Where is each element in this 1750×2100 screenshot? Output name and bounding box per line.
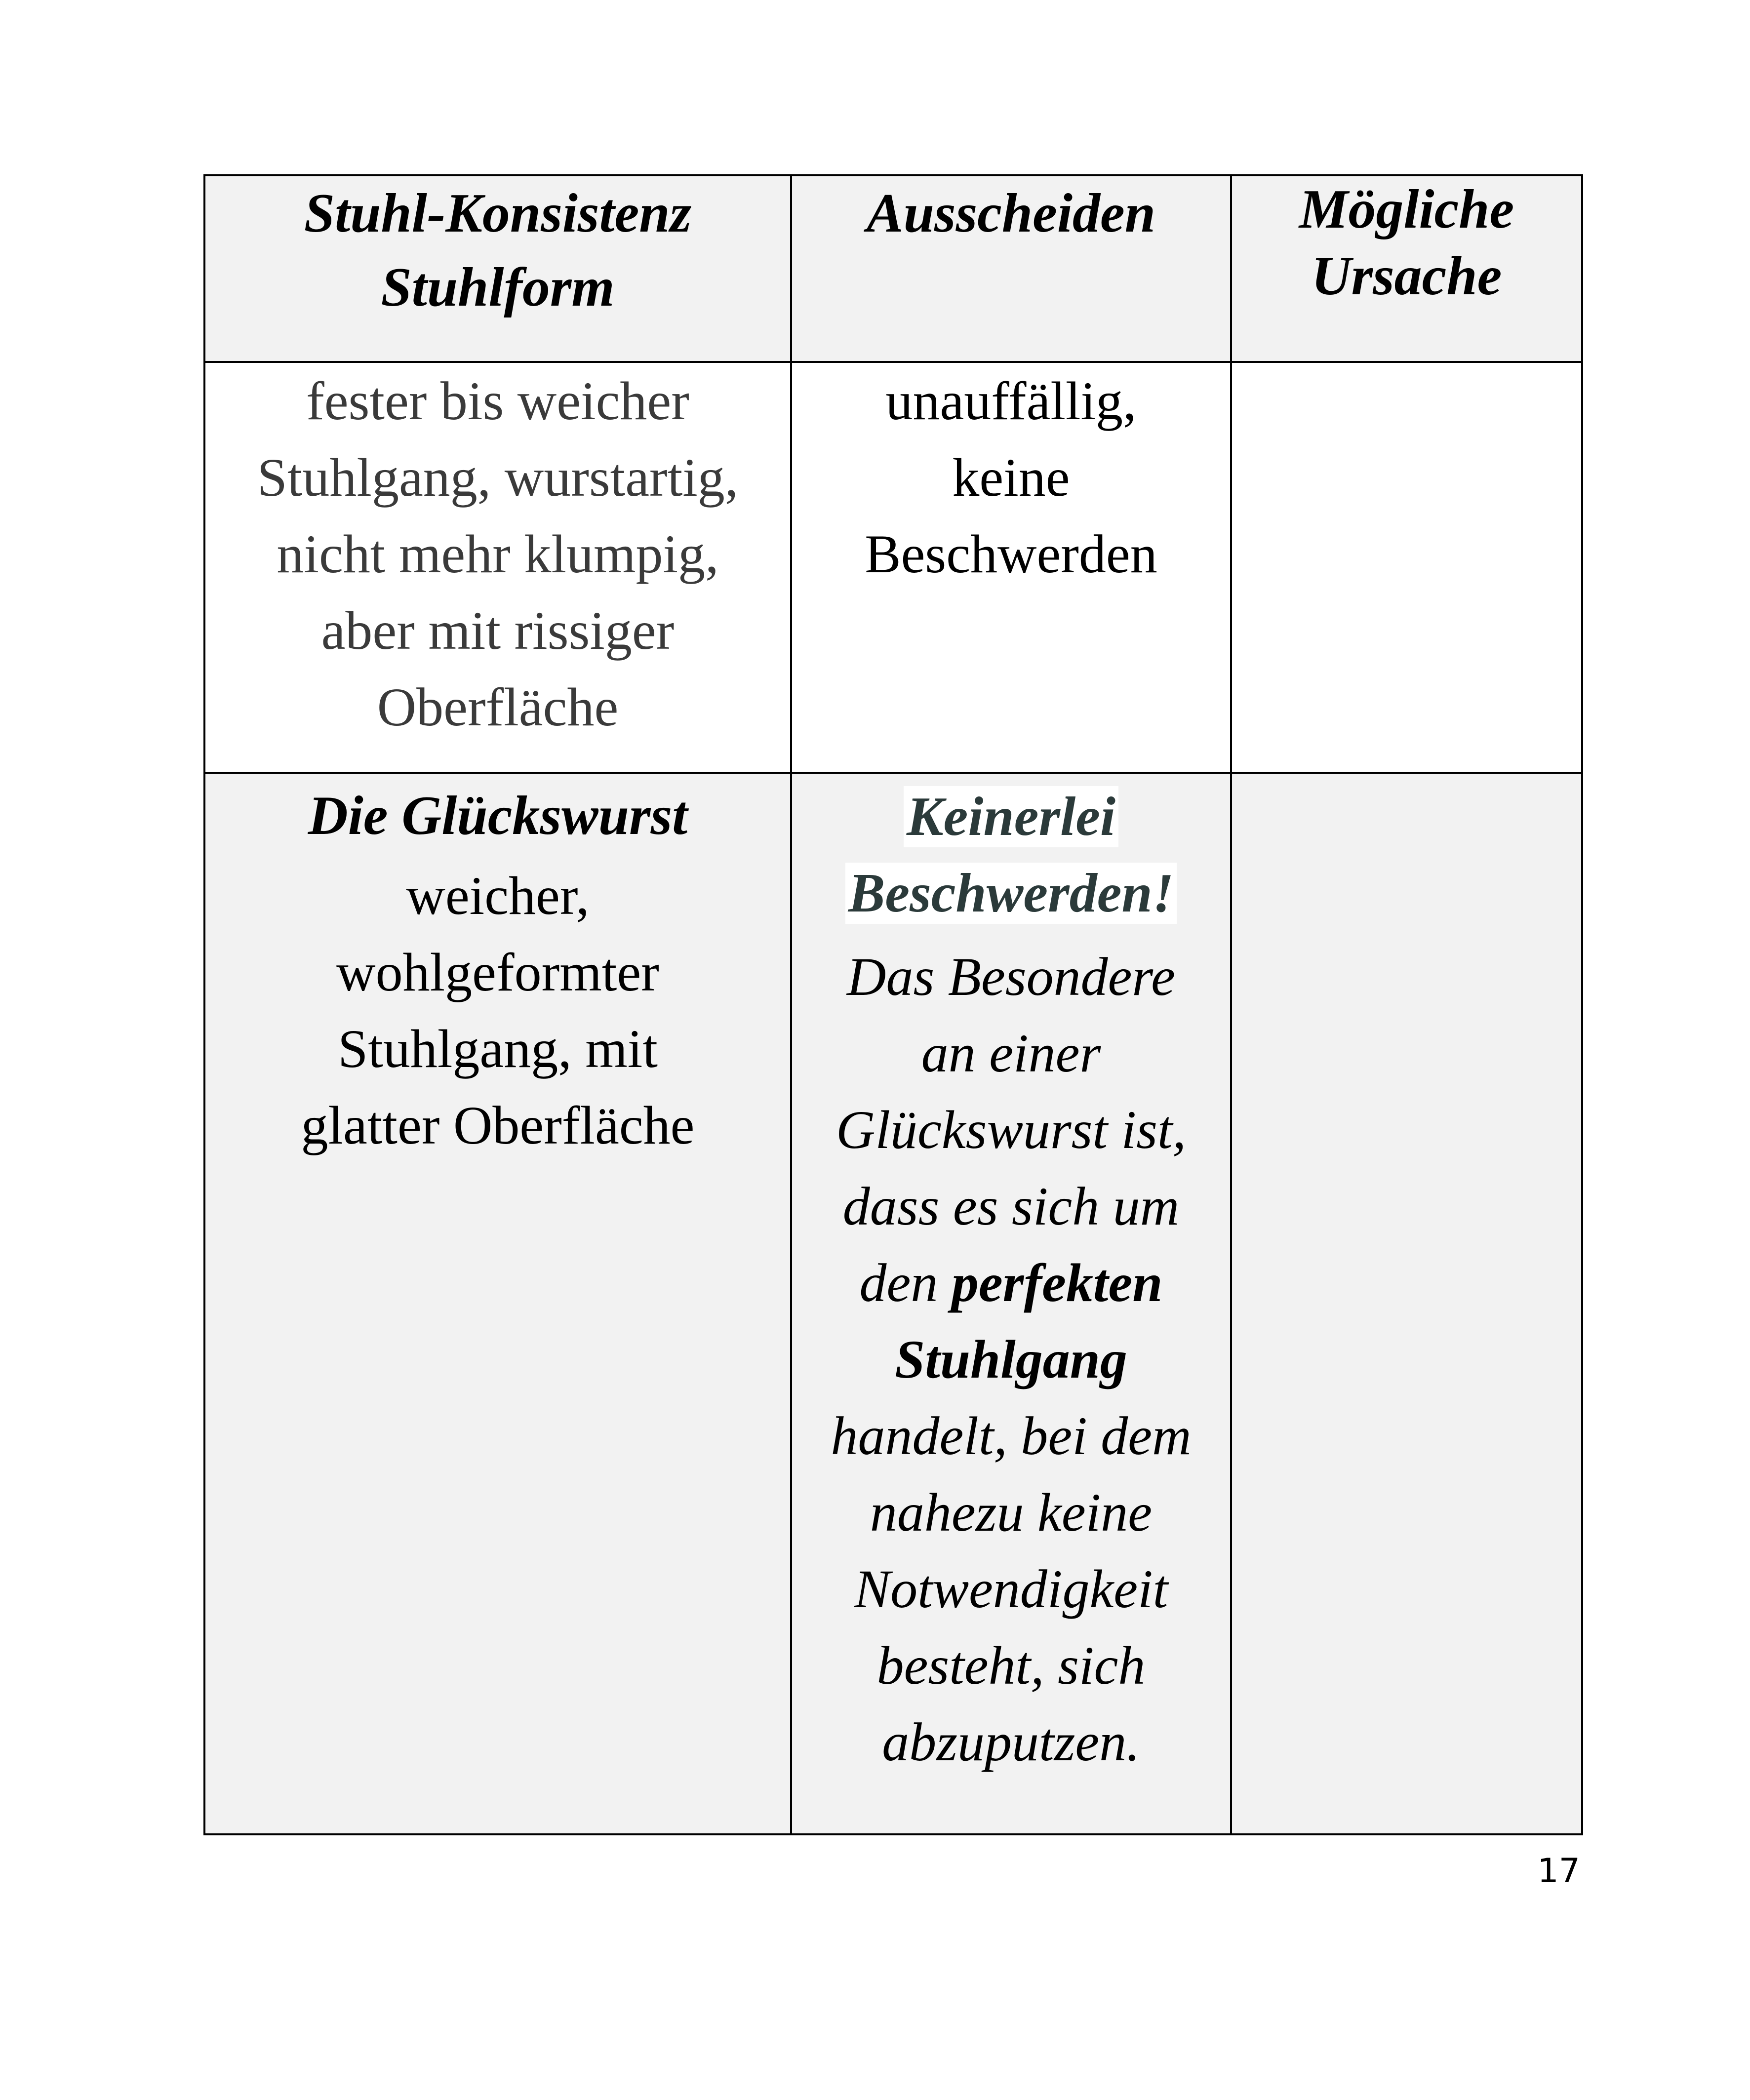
cell-line: keine [952, 447, 1070, 508]
cell-line: weicher, [406, 866, 590, 926]
cell-line: nicht mehr klumpig, [277, 524, 719, 584]
cell-line: wohlgeformter [336, 942, 659, 1002]
para-line: an einer [921, 1023, 1101, 1083]
header-line: Stuhlform [381, 257, 615, 318]
cell-line: Beschwerden [865, 524, 1157, 584]
highlight-line-wrap [792, 855, 1230, 932]
para-line: nahezu keine [870, 1482, 1153, 1543]
para-line: Glückswurst ist, [836, 1100, 1186, 1160]
highlighted-statement [792, 774, 1230, 932]
header-line: Stuhl-Konsistenz [304, 183, 692, 244]
para-line: Das Besondere [847, 947, 1175, 1007]
cell-line: Stuhlgang, wurstartig, [257, 447, 739, 508]
para-text: den [859, 1253, 952, 1313]
cell-line: Stuhlgang, mit [338, 1019, 658, 1079]
para-line: abzuputzen. [882, 1712, 1140, 1772]
para-line [792, 1321, 1230, 1398]
cell-line: fester bis weicher [306, 371, 689, 431]
row2-consistency-cell [204, 773, 791, 1834]
cell-line: aber mit rissiger [321, 600, 675, 661]
para-bold-text: Stuhlgang [895, 1329, 1127, 1389]
highlight-line: Keinerlei [904, 786, 1118, 847]
glueckswurst-explanation [792, 939, 1230, 1781]
page-number: 17 [1537, 1852, 1580, 1891]
para-line: handelt, bei dem [831, 1406, 1192, 1466]
header-stuhl-konsistenz [204, 175, 791, 362]
consistency-table [203, 174, 1583, 1835]
header-line: Ursache [1311, 245, 1502, 307]
row1-cause-cell [1231, 362, 1582, 773]
para-line: Notwendigkeit [854, 1559, 1168, 1619]
row2-cause-cell [1231, 773, 1582, 1834]
table-header-row [204, 175, 1582, 362]
cell-line: Oberfläche [377, 677, 619, 737]
cell-line: glatter Oberfläche [301, 1095, 695, 1155]
para-line [792, 1245, 1230, 1321]
highlight-line: Beschwerden! [845, 863, 1177, 924]
highlight-line-wrap [792, 779, 1230, 855]
row2-excretion-cell [791, 773, 1231, 1834]
cell-line: unauffällig, [885, 371, 1137, 431]
row1-consistency-cell [204, 362, 791, 773]
table-row [204, 773, 1582, 1834]
glueckswurst-title: Die Glückswurst [308, 785, 688, 846]
header-moegliche-ursache [1231, 175, 1582, 362]
header-line: Mögliche [1299, 179, 1514, 240]
glueckswurst-description [205, 858, 790, 1164]
row1-excretion-cell [791, 362, 1231, 773]
header-line: Ausscheiden [867, 183, 1155, 244]
table-row [204, 362, 1582, 773]
header-ausscheiden [791, 175, 1231, 362]
para-line: dass es sich um [842, 1176, 1180, 1236]
para-line: besteht, sich [876, 1635, 1146, 1696]
para-bold-text: perfekten [951, 1253, 1163, 1313]
